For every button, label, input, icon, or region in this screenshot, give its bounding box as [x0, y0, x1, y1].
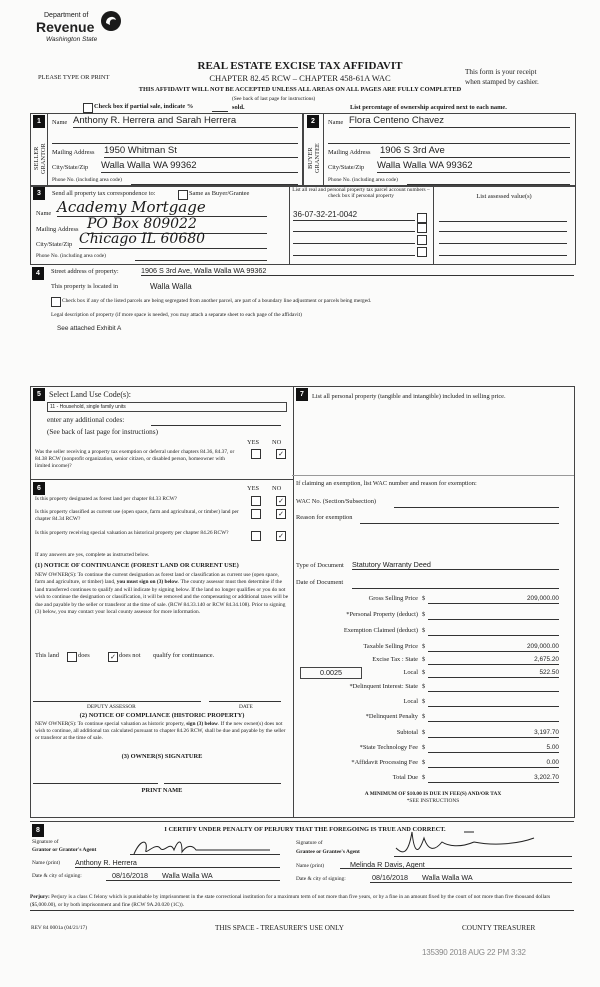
- correspondence-name-label: Name: [36, 210, 52, 217]
- grantor-date-value: 08/16/2018: [112, 871, 148, 880]
- current-use-yes[interactable]: [251, 509, 261, 519]
- seller-name-label: Name: [52, 119, 68, 126]
- excise-tax-local-input[interactable]: 522.50: [428, 669, 559, 678]
- street-address-input[interactable]: 1906 S 3rd Ave, Walla Walla WA 99362: [141, 266, 574, 276]
- additional-codes-label: enter any additional codes:: [47, 416, 125, 424]
- assessed-value-input-1[interactable]: [439, 220, 567, 222]
- delinquent-penalty-label: *Delinquent Penalty: [365, 713, 418, 720]
- gross-selling-price-label: Gross Selling Price: [368, 595, 418, 602]
- grantee-date-label: Date & city of signing:: [296, 876, 346, 882]
- total-due-label: Total Due: [392, 774, 418, 781]
- section-number: 1: [33, 115, 45, 128]
- forest-land-no[interactable]: ✓: [276, 496, 286, 506]
- grantee-signature-label-1: Signature of: [296, 840, 323, 846]
- dor-logo: [36, 8, 116, 48]
- currency-symbol: $: [422, 627, 426, 634]
- notice2-text-a: NEW OWNER(S): To continue special valuation as historic property,: [35, 721, 185, 727]
- currency-symbol: $: [422, 643, 426, 650]
- document-date-input[interactable]: [352, 587, 559, 589]
- does-not-label: does not: [119, 652, 141, 659]
- delinquent-interest-state-label: *Delinquent Interest: State: [349, 683, 418, 690]
- grantor-signature-label-2: Grantor or Grantor's Agent: [32, 847, 97, 853]
- personal-property-checkbox-1[interactable]: [417, 213, 427, 223]
- exemption-deferral-question: Was the seller receiving a property tax exemption or deferral under chapters 84.36, 84.37, or 84.38 RCW (nonprofit organization, senior citizen, or disabled person, homeowner with limited income)?: [35, 449, 235, 469]
- section-7-personal-property-tax: [292, 386, 575, 818]
- form-title: REAL ESTATE EXCISE TAX AFFIDAVIT: [197, 60, 403, 72]
- minimum-due-note: A MINIMUM OF $10.00 IS DUE IN FEE(S) AND/OR TAX: [364, 791, 502, 797]
- section-1-seller: [30, 113, 304, 187]
- assessed-value-input-2[interactable]: [439, 230, 567, 232]
- current-use-question: Is this property classified as current use (open space, farm and agricultural, or timber) land per chapter 84.34 RCW?: [35, 509, 239, 522]
- seller-name-input[interactable]: Anthony R. Herrera and Sarah Herrera: [73, 115, 298, 128]
- buyer-name-input[interactable]: Flora Centeno Chavez: [349, 115, 570, 128]
- county-treasurer: COUNTY TREASURER: [462, 924, 536, 932]
- exemption-deferral-yes[interactable]: [251, 449, 261, 459]
- segregated-parcel-checkbox[interactable]: [51, 297, 61, 307]
- notice-of-continuance-text: [35, 572, 289, 616]
- notice2-text-b: . If the new owner(s) does not wish to continue, all additional tax calculated pursuant to chapter 84.26 RCW, shall be due and payable by the seller or transferor at the time of sale.: [35, 721, 286, 741]
- segregated-parcel-label: Check box if any of the listed parcels are being segregated from another parcel, are part of a boundary line adjustment or parcels being merged.: [62, 298, 372, 304]
- correspondence-name-input[interactable]: Academy Mortgage: [57, 198, 267, 217]
- notice-of-compliance-text: [35, 721, 289, 742]
- grantor-city-value: Walla Walla WA: [161, 871, 213, 880]
- personal-property-checkbox-2[interactable]: [417, 223, 427, 233]
- delinquent-interest-local-label: Local: [403, 698, 418, 705]
- yes-header: YES: [247, 485, 260, 492]
- notice1-text-a: NEW OWNER(S): To continue the current designation as forest land or classification as current use (open space, farm and agriculture, or timber) land,: [35, 572, 279, 586]
- currency-symbol: $: [422, 611, 426, 618]
- grantee-name-input[interactable]: Melinda R Davis, Agent: [340, 860, 572, 869]
- assessed-values-header: List assessed value(s): [476, 193, 532, 200]
- document-type-label: Type of Document: [296, 562, 344, 569]
- section-number: 3: [33, 187, 45, 200]
- currency-symbol: $: [422, 774, 426, 781]
- correspondence-phone-input[interactable]: [135, 259, 267, 261]
- see-back-note: (See back of last page for instructions): [232, 96, 316, 102]
- perjury-bold: Perjury:: [30, 894, 50, 900]
- logo-line1: Department of: [44, 12, 89, 19]
- excise-tax-state-label: Excise Tax : State: [372, 656, 418, 663]
- notice-of-compliance-title: (2) NOTICE OF COMPLIANCE (HISTORIC PROPERTY): [79, 712, 245, 719]
- subtotal-label: Subtotal: [396, 729, 418, 736]
- currency-symbol: $: [422, 669, 426, 676]
- section-number: 8: [32, 824, 44, 837]
- land-use-see-back: (See back of last page for instructions): [47, 428, 158, 436]
- subtotal-input[interactable]: 3,197.70: [428, 729, 559, 738]
- print-name-label: PRINT NAME: [141, 787, 183, 794]
- parcel-numbers-header: List all real and personal property tax parcel account numbers – check box if personal property: [292, 187, 430, 199]
- exemption-deferral-no[interactable]: ✓: [276, 449, 286, 459]
- currency-symbol: $: [422, 759, 426, 766]
- buyer-name-label: Name: [328, 119, 344, 126]
- treasurer-use-only: THIS SPACE - TREASURER'S USE ONLY: [215, 924, 344, 932]
- partial-sale-label: Check box if partial sale, indicate %: [94, 103, 194, 110]
- notice-of-continuance-title: (1) NOTICE OF CONTINUANCE (FOREST LAND OR CURRENT USE): [35, 562, 239, 569]
- buyer-phone-label: Phone No. (including area code): [328, 177, 398, 183]
- notice1-text-bold: you must sign on (3) below: [116, 579, 179, 586]
- partial-sale-sold: sold.: [232, 104, 245, 111]
- treasurer-stamp: 135390 2018 AUG 22 PM 3:32: [422, 948, 526, 957]
- delinquent-interest-state-input[interactable]: [428, 683, 559, 692]
- buyer-city-input[interactable]: Walla Walla WA 99362: [377, 160, 570, 173]
- parcel-number-input-3[interactable]: [293, 242, 415, 244]
- seller-mailing-label: Mailing Address: [52, 149, 95, 156]
- gross-selling-price-input[interactable]: 209,000.00: [428, 595, 559, 604]
- grantor-date-label: Date & city of signing:: [32, 873, 82, 879]
- qualify-label: qualify for continuance.: [153, 652, 215, 659]
- grantor-name-label: Name (print): [32, 860, 60, 866]
- section-number: 6: [33, 482, 45, 495]
- owner-signature-line-1[interactable]: [33, 782, 158, 784]
- total-due-input[interactable]: 3,202.70: [428, 774, 559, 783]
- currency-symbol: $: [422, 656, 426, 663]
- partial-sale-checkbox[interactable]: [83, 103, 93, 113]
- personal-property-label: List all personal property (tangible and intangible) included in selling price.: [312, 393, 506, 400]
- legal-description-value[interactable]: See attached Exhibit A: [57, 325, 122, 332]
- personal-property-checkbox-3[interactable]: [417, 235, 427, 245]
- section-4-property: [30, 264, 574, 384]
- local-rate-input[interactable]: 0.0025: [300, 667, 362, 679]
- deputy-assessor-label: DEPUTY ASSESSOR: [87, 704, 136, 710]
- parcel-number-input-4[interactable]: [293, 254, 415, 256]
- assessed-value-input-4[interactable]: [439, 254, 567, 256]
- deputy-assessor-date[interactable]: [209, 700, 281, 702]
- form-subtitle: CHAPTER 82.45 RCW – CHAPTER 458-61A WAC: [209, 73, 391, 83]
- grantor-date-city-input[interactable]: [106, 871, 280, 881]
- personal-property-input[interactable]: [296, 411, 566, 471]
- document-date-label: Date of Document: [296, 579, 344, 586]
- grantor-name-input[interactable]: Anthony R. Herrera: [75, 858, 280, 868]
- section-3-tax-correspondence: [30, 185, 576, 265]
- wac-input[interactable]: [394, 506, 559, 508]
- no-header: NO: [272, 439, 282, 446]
- logo-line3: Washington State: [46, 36, 98, 43]
- receipt-note-1: This form is your receipt: [465, 68, 537, 76]
- this-land-label: This land: [35, 652, 59, 659]
- grantee-signature-label-2: Grantee or Grantee's Agent: [296, 849, 360, 855]
- exemption-claimed-input[interactable]: [428, 627, 559, 636]
- located-in-value[interactable]: Walla Walla: [150, 282, 192, 291]
- correspondence-phone-label: Phone No. (including area code): [36, 253, 106, 259]
- exemption-reason-label: Reason for exemption: [296, 514, 353, 521]
- no-header: NO: [272, 485, 282, 492]
- grantee-date-value: 08/16/2018: [372, 873, 408, 882]
- land-use-label: Select Land Use Code(s):: [49, 390, 131, 399]
- taxable-selling-price-label: Taxable Selling Price: [363, 643, 418, 650]
- notice1-text-b: . The county assessor must then determine if the land transferred continues to qualify and will indicate by signing below. If the land no longer qualifies or you do not wish to continue the designation or classification, it will be removed and the compensating or additional taxes will be due and payable by the seller or transferor at the time of sale. (RCW 84.33.140 or RCW 84.34.108). Prior to signing (3) below, you may contact your local county assessor for more information.: [35, 579, 289, 616]
- currency-symbol: $: [422, 698, 426, 705]
- historical-property-yes[interactable]: [251, 531, 261, 541]
- owner-signature-title: (3) OWNER(S) SIGNATURE: [121, 753, 203, 760]
- parcel-number-input-2[interactable]: [293, 230, 415, 232]
- section-8-certification: [30, 820, 574, 890]
- section-5-land-use: [30, 386, 294, 480]
- seller-city-input[interactable]: Walla Walla WA 99362: [101, 160, 298, 173]
- forest-land-question: Is this property designated as forest land per chapter 84.33 RCW?: [35, 496, 178, 502]
- personal-property-deduct-input[interactable]: [428, 611, 559, 620]
- street-address-label: Street address of property:: [51, 268, 119, 275]
- if-yes-instruction: If any answers are yes, complete as instructed below.: [35, 552, 150, 558]
- historical-property-no[interactable]: ✓: [276, 531, 286, 541]
- section-number: 4: [32, 267, 44, 280]
- exemption-claim-label: If claiming an exemption, list WAC number and reason for exemption:: [296, 480, 477, 487]
- seller-grantor-label: SELLER GRANTOR: [33, 143, 47, 174]
- taxable-selling-price-input[interactable]: 209,000.00: [428, 643, 559, 652]
- personal-property-checkbox-4[interactable]: [417, 247, 427, 257]
- legal-description-label: Legal description of property (if more space is needed, you may attach a separate sheet to each page of the affidavit): [51, 312, 302, 318]
- exemption-claimed-label: Exemption Claimed (deduct): [343, 627, 418, 634]
- grantee-city-value: Walla Walla WA: [421, 873, 473, 882]
- excise-tax-local-label: Local: [403, 669, 418, 676]
- delinquent-interest-local-input[interactable]: [428, 698, 559, 707]
- grantor-signature-scribble: [130, 836, 280, 858]
- excise-tax-state-input[interactable]: 2,675.20: [428, 656, 559, 665]
- section-6-designations: [30, 479, 294, 818]
- partial-sale-percent-input[interactable]: [212, 110, 228, 112]
- correspondence-city-input[interactable]: Chicago IL 60680: [79, 231, 267, 249]
- located-in-label: This property is located in: [51, 283, 119, 290]
- currency-symbol: $: [422, 744, 426, 751]
- yes-header: YES: [247, 439, 260, 446]
- logo-line2: Revenue: [36, 19, 95, 35]
- wac-label: WAC No. (Section/Subsection): [296, 498, 377, 505]
- section-number: 5: [33, 388, 45, 401]
- exemption-reason-input[interactable]: [360, 522, 559, 524]
- currency-symbol: $: [422, 595, 426, 602]
- section-number: 2: [307, 115, 319, 128]
- buyer-name-input-2[interactable]: [328, 142, 570, 144]
- form-revision: REV 84 0001a (04/21/17): [31, 925, 88, 931]
- seller-phone-label: Phone No. (including area code): [52, 177, 122, 183]
- affidavit-processing-fee-label: *Affidavit Processing Fee: [351, 759, 418, 766]
- buyer-mailing-input[interactable]: 1906 S 3rd Ave: [380, 145, 570, 158]
- seller-name-input-2[interactable]: [52, 142, 298, 144]
- personal-property-deduct-label: *Personal Property (deduct): [346, 611, 418, 618]
- additional-codes-input[interactable]: [151, 424, 281, 426]
- does-label: does: [78, 652, 90, 659]
- correspondence-mailing-label: Mailing Address: [36, 226, 79, 233]
- continuance-does-not-checkbox[interactable]: ✓: [108, 652, 118, 662]
- buyer-grantee-label: BUYER GRANTEE: [307, 143, 321, 174]
- section-2-buyer: [302, 113, 576, 187]
- current-use-no[interactable]: ✓: [276, 509, 286, 519]
- continuance-does-checkbox[interactable]: [67, 652, 77, 662]
- seller-mailing-input[interactable]: 1950 Whitman St: [104, 145, 298, 158]
- section-number: 7: [296, 388, 308, 401]
- ownership-note: List percentage of ownership acquired next to each name.: [350, 104, 507, 111]
- state-technology-fee-input[interactable]: 5.00: [428, 744, 559, 753]
- see-instructions-note: *SEE INSTRUCTIONS: [406, 798, 460, 804]
- historical-property-question: Is this property receiving special valuation as historical property per chapter 84.26 RCW?: [35, 530, 229, 536]
- date-label: DATE: [239, 704, 253, 710]
- acceptance-warning: THIS AFFIDAVIT WILL NOT BE ACCEPTED UNLESS ALL AREAS ON ALL PAGES ARE FULLY COMPLETED: [138, 86, 462, 93]
- send-correspondence-label: Send all property tax correspondence to:: [52, 190, 156, 197]
- notice2-text-bold: sign (3) below: [186, 721, 218, 727]
- forest-land-yes[interactable]: [251, 496, 261, 506]
- affidavit-processing-fee-input[interactable]: 0.00: [428, 759, 559, 768]
- perjury-text: Perjury is a class C felony which is punishable by imprisonment in the state correctional institution for a maximum term of not more than five years, or by a fine in an amount fixed by the court of not more than five thousand dollars ($5,000.00), or by both imprisonment and fine (RCW 9A.20.020 (1C)).: [30, 894, 551, 908]
- state-technology-fee-label: *State Technology Fee: [359, 744, 418, 751]
- receipt-note-2: when stamped by cashier.: [465, 78, 539, 86]
- grantee-signature-scribble: [394, 828, 554, 858]
- grantee-date-city-input[interactable]: [370, 873, 572, 883]
- dor-swirl-icon: [100, 10, 122, 32]
- please-print: PLEASE TYPE OR PRINT: [38, 74, 110, 81]
- parcel-number-input-1[interactable]: 36-07-32-21-0042: [293, 210, 415, 221]
- correspondence-city-label: City/State/Zip: [36, 241, 73, 248]
- grantor-signature-label-1: Signature of: [32, 839, 59, 845]
- deputy-assessor-signature[interactable]: [33, 700, 201, 702]
- land-use-select[interactable]: 11 - Household, single family units: [47, 402, 287, 412]
- perjury-certification: I CERTIFY UNDER PENALTY OF PERJURY THAT THE FOREGOING IS TRUE AND CORRECT.: [164, 826, 446, 833]
- buyer-mailing-label: Mailing Address: [328, 149, 371, 156]
- currency-symbol: $: [422, 713, 426, 720]
- document-type-input[interactable]: Statutory Warranty Deed: [352, 560, 559, 570]
- currency-symbol: $: [422, 729, 426, 736]
- currency-symbol: $: [422, 683, 426, 690]
- delinquent-penalty-input[interactable]: [428, 713, 559, 722]
- perjury-notice: [30, 894, 574, 911]
- correspondence-mailing-input[interactable]: PO Box 809022: [87, 216, 267, 234]
- assessed-value-input-3[interactable]: [439, 242, 567, 244]
- seller-city-label: City/State/Zip: [52, 164, 89, 171]
- buyer-city-label: City/State/Zip: [328, 164, 365, 171]
- same-as-buyer-label: Same as Buyer/Grantee: [189, 190, 250, 197]
- grantee-name-label: Name (print): [296, 863, 324, 869]
- owner-signature-line-2[interactable]: [164, 782, 281, 784]
